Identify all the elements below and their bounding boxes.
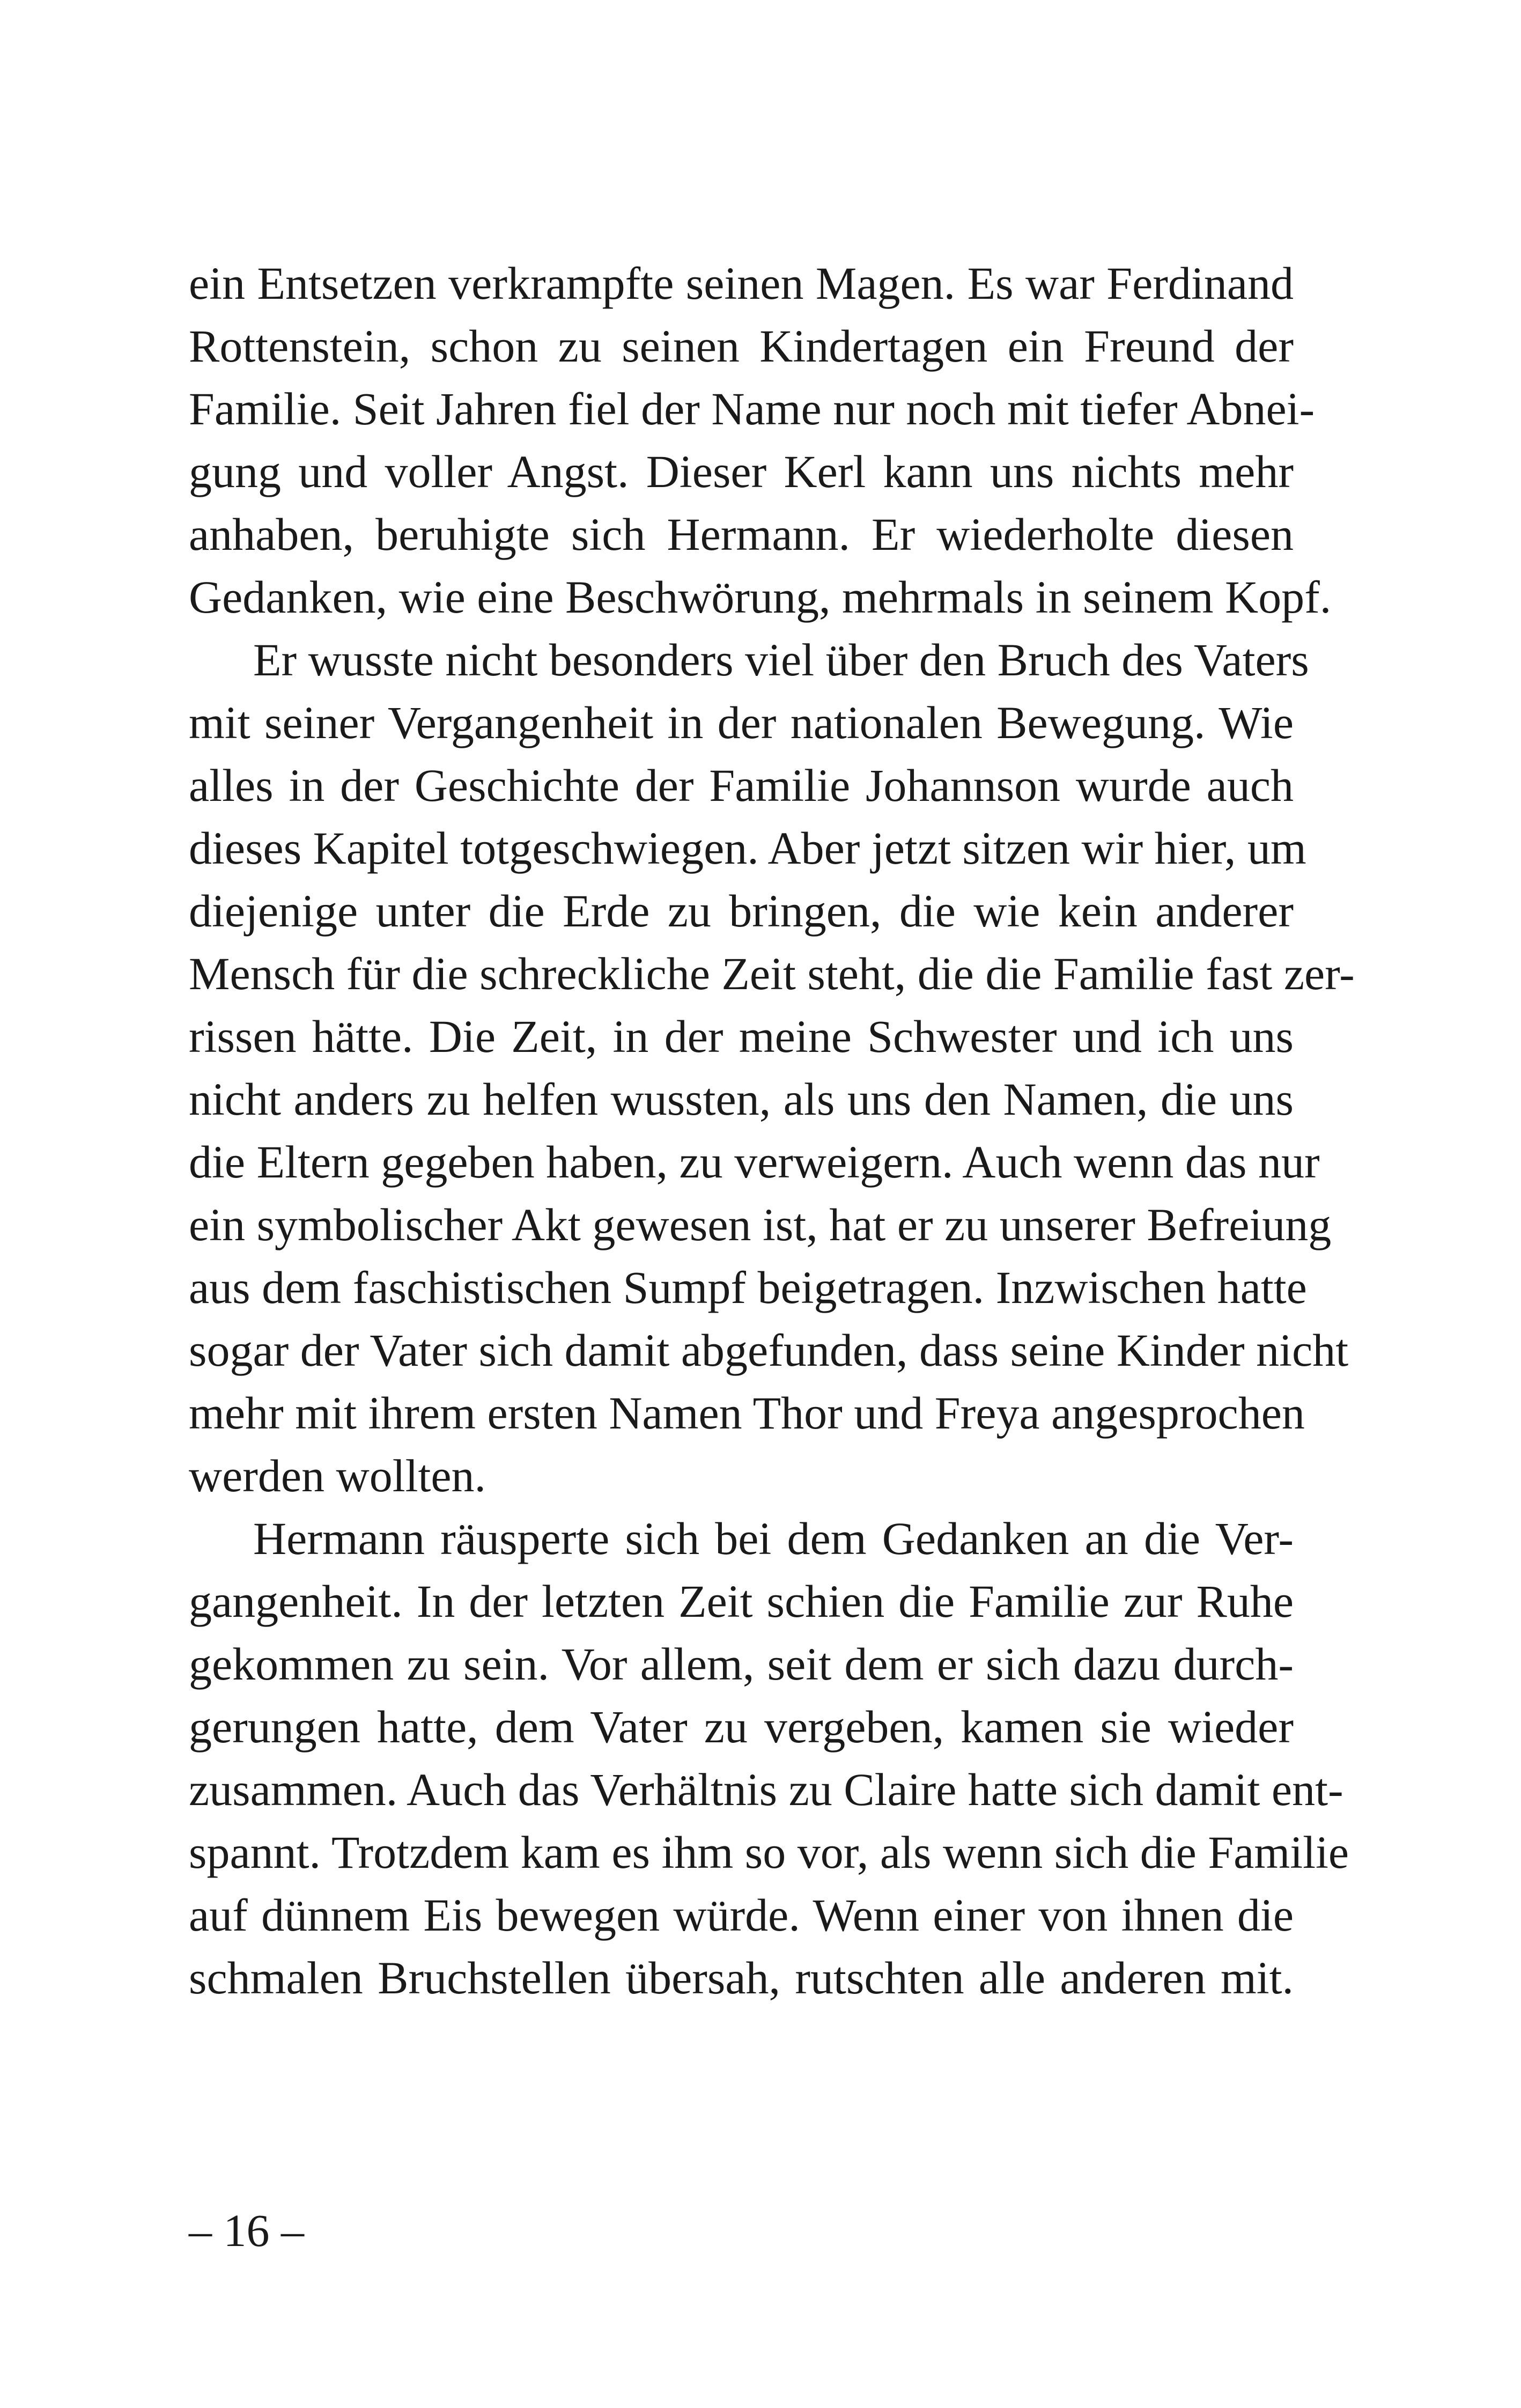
paragraph-2 — [189, 629, 1355, 1507]
text-line: Hermann räusperte sich bei dem Gedanken an die Ver- — [253, 1513, 1294, 1564]
text-line: schmalen Bruchstellen übersah, rutschten alle anderen mit. — [189, 1952, 1294, 2004]
text-line: Rottenstein, schon zu seinen Kindertagen ein Freund der — [189, 320, 1294, 372]
text-line: diejenige unter die Erde zu bringen, die wie kein anderer — [189, 885, 1294, 937]
text-line: rissen hätte. Die Zeit, in der meine Schwester und ich uns — [189, 1011, 1294, 1062]
text-line: gekommen zu sein. Vor allem, seit dem er sich dazu durch- — [189, 1638, 1294, 1690]
text-line: dieses Kapitel totgeschwiegen. Aber jetzt sitzen wir hier, um — [189, 822, 1306, 874]
text-line: sogar der Vater sich damit abgefunden, dass seine Kinder nicht — [189, 1324, 1349, 1376]
text-line: Gedanken, wie eine Beschwörung, mehrmals in seinem Kopf. — [189, 571, 1332, 623]
text-line: nicht anders zu helfen wussten, als uns den Namen, die uns — [189, 1073, 1294, 1125]
text-line: werden wollten. — [189, 1450, 486, 1501]
paragraph-1 — [189, 252, 1332, 629]
text-line: mehr mit ihrem ersten Namen Thor und Freya angesprochen — [189, 1387, 1305, 1439]
text-line: alles in der Geschichte der Familie Johannson wurde auch — [189, 760, 1294, 811]
paragraph-3 — [189, 1507, 1349, 2009]
text-line: gerungen hatte, dem Vater zu vergeben, kamen sie wieder — [189, 1701, 1294, 1752]
text-line: gangenheit. In der letzten Zeit schien die Familie zur Ruhe — [189, 1575, 1294, 1627]
text-line: mit seiner Vergangenheit in der nationalen Bewegung. Wie — [189, 697, 1294, 748]
text-line: auf dünnem Eis bewegen würde. Wenn einer von ihnen die — [189, 1889, 1294, 1941]
text-line: spannt. Trotzdem kam es ihm so vor, als wenn sich die Familie — [189, 1827, 1349, 1878]
body-text — [189, 252, 1355, 2009]
text-line: ein symbolischer Akt gewesen ist, hat er zu unserer Befreiung — [189, 1199, 1332, 1250]
page-number: – 16 – — [189, 2205, 304, 2256]
text-line: anhaben, beruhigte sich Hermann. Er wiederholte diesen — [189, 509, 1294, 560]
text-line: ein Entsetzen verkrampfte seinen Magen. Es war Ferdinand — [189, 257, 1294, 309]
text-line: gung und voller Angst. Dieser Kerl kann uns nichts mehr — [189, 446, 1294, 497]
text-line: Er wusste nicht besonders viel über den Bruch des Vaters — [253, 634, 1309, 686]
text-line: Mensch für die schreckliche Zeit steht, die die Familie fast zer- — [189, 948, 1355, 999]
text-line: zusammen. Auch das Verhältnis zu Claire hatte sich damit ent- — [189, 1764, 1343, 1815]
text-line: die Eltern gegeben haben, zu verweigern. Auch wenn das nur — [189, 1136, 1320, 1188]
text-line: aus dem faschistischen Sumpf beigetragen. Inzwischen hatte — [189, 1262, 1307, 1313]
text-line: Familie. Seit Jahren fiel der Name nur noch mit tiefer Abnei- — [189, 383, 1315, 435]
